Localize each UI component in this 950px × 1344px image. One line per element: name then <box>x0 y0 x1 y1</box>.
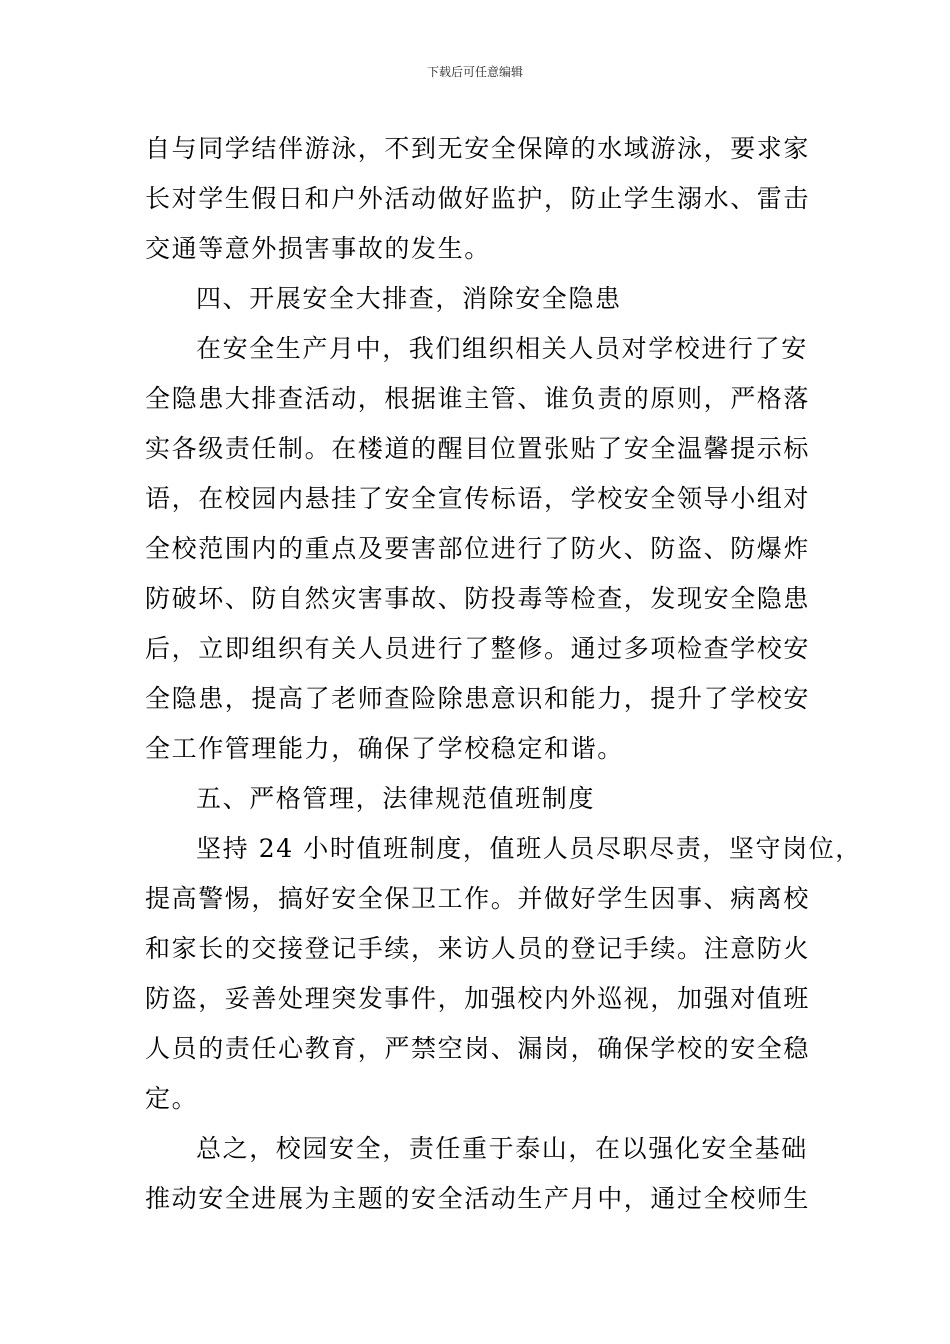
text-line: 防破坏、防自然灾害事故、防投毒等检查，发现安全隐患 <box>145 584 811 613</box>
section-heading: 五、严格管理，法律规范值班制度 <box>196 784 596 813</box>
text-line: 实各级责任制。在楼道的醒目位置张贴了安全温馨提示标 <box>145 434 811 463</box>
text-line: 全隐患大排查活动，根据谁主管、谁负责的原则，严格落 <box>145 384 811 413</box>
text-line: 全隐患，提高了老师查险除患意识和能力，提升了学校安 <box>145 684 811 713</box>
text-line: 提高警惕，搞好安全保卫工作。并做好学生因事、病离校 <box>145 884 811 913</box>
text-line: 坚持 24 小时值班制度，值班人员尽职尽责，坚守岗位， <box>196 834 862 863</box>
text-line: 长对学生假日和户外活动做好监护，防止学生溺水、雷击 <box>145 184 811 213</box>
text-line: 推动安全进展为主题的安全活动生产月中，通过全校师生 <box>145 1184 811 1213</box>
text-line: 交通等意外损害事故的发生。 <box>145 234 491 263</box>
text-line: 定。 <box>145 1084 199 1113</box>
text-line: 人员的责任心教育，严禁空岗、漏岗，确保学校的安全稳 <box>145 1034 811 1063</box>
text-line: 总之，校园安全，责任重于泰山，在以强化安全基础 <box>196 1134 808 1163</box>
page-header: 下载后可任意编辑 <box>426 65 523 79</box>
section-heading: 四、开展安全大排查，消除安全隐患 <box>196 284 622 313</box>
text-line: 全工作管理能力，确保了学校稳定和谐。 <box>145 734 624 763</box>
text-line: 在安全生产月中，我们组织相关人员对学校进行了安 <box>196 334 808 363</box>
text-line: 自与同学结伴游泳，不到无安全保障的水域游泳，要求家 <box>145 134 811 163</box>
text-line: 防盗，妥善处理突发事件，加强校内外巡视，加强对值班 <box>145 984 811 1013</box>
text-line: 全校范围内的重点及要害部位进行了防火、防盗、防爆炸 <box>145 534 811 563</box>
text-line: 语，在校园内悬挂了安全宣传标语，学校安全领导小组对 <box>145 484 811 513</box>
text-line: 和家长的交接登记手续，来访人员的登记手续。注意防火 <box>145 934 811 963</box>
text-line: 后，立即组织有关人员进行了整修。通过多项检查学校安 <box>145 634 811 663</box>
